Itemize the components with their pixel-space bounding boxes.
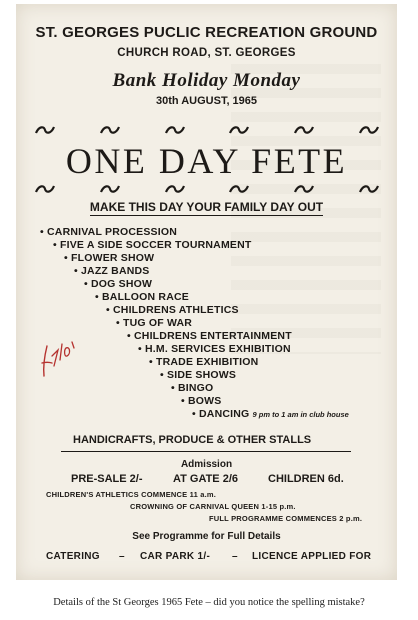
swirl-ornament-icon xyxy=(164,184,186,194)
event-item: • BINGO xyxy=(171,382,214,394)
fete-poster xyxy=(16,4,397,580)
tagline-text: MAKE THIS DAY YOUR FAMILY DAY OUT xyxy=(89,200,324,214)
event-label: BOWS xyxy=(188,395,222,407)
event-item: • JAZZ BANDS xyxy=(74,265,150,277)
event-item: • CARNIVAL PROCESSION xyxy=(40,226,178,238)
event-item: • FIVE A SIDE SOCCER TOURNAMENT xyxy=(53,239,252,251)
swirl-ornament-icon xyxy=(34,125,56,135)
event-label: TUG OF WAR xyxy=(123,317,193,329)
event-label: BINGO xyxy=(178,382,214,394)
dancing-note: 9 pm to 1 am in club house xyxy=(252,410,349,419)
swirl-ornament-icon xyxy=(99,184,121,194)
handwritten-price-note-icon xyxy=(38,336,86,384)
divider-line xyxy=(61,451,351,452)
event-item: • BOWS xyxy=(181,395,222,407)
event-label: CHILDRENS ENTERTAINMENT xyxy=(134,330,292,342)
event-item: • FLOWER SHOW xyxy=(64,252,155,264)
schedule-line: CHILDREN'S ATHLETICS COMMENCE 11 a.m. xyxy=(46,490,217,499)
event-label: H.M. SERVICES EXHIBITION xyxy=(145,343,291,355)
footer-separator: – xyxy=(119,551,125,562)
event-day: Bank Holiday Monday xyxy=(112,70,301,91)
swirl-ornament-icon xyxy=(293,125,315,135)
stalls-heading: HANDICRAFTS, PRODUCE & OTHER STALLS xyxy=(73,434,312,446)
event-label: JAZZ BANDS xyxy=(81,265,150,277)
event-item: • TRADE EXHIBITION xyxy=(149,356,259,368)
event-item: • TUG OF WAR xyxy=(116,317,193,329)
admission-presale: PRE-SALE 2/- xyxy=(71,473,143,485)
programme-note: See Programme for Full Details xyxy=(132,531,281,542)
event-label: CHILDRENS ATHLETICS xyxy=(113,304,239,316)
swirl-ornament-icon xyxy=(34,184,56,194)
swirl-ornament-icon xyxy=(358,184,380,194)
swirl-ornament-icon xyxy=(164,125,186,135)
admission-children: CHILDREN 6d. xyxy=(268,473,344,485)
footer-separator: – xyxy=(232,551,238,562)
event-date: 30th AUGUST, 1965 xyxy=(155,95,258,107)
venue-address: CHURCH ROAD, ST. GEORGES xyxy=(117,47,296,59)
event-label: FLOWER SHOW xyxy=(71,252,155,264)
event-label: BALLOON RACE xyxy=(102,291,189,303)
image-caption: Details of the St Georges 1965 Fete – did you notice the spelling mistake? xyxy=(53,597,365,608)
event-item: • DOG SHOW xyxy=(84,278,153,290)
swirl-ornament-icon xyxy=(99,125,121,135)
schedule-line: FULL PROGRAMME COMMENCES 2 p.m. xyxy=(209,514,363,523)
footer-catering: CATERING xyxy=(46,551,100,562)
swirl-ornament-icon xyxy=(228,184,250,194)
swirl-ornament-icon xyxy=(293,184,315,194)
tagline xyxy=(16,200,397,214)
event-item: • BALLOON RACE xyxy=(95,291,189,303)
swirl-ornament-icon xyxy=(358,125,380,135)
schedule-line: CROWNING OF CARNIVAL QUEEN 1-15 p.m. xyxy=(130,502,296,511)
admission-heading: Admission xyxy=(180,459,233,470)
event-item: • CHILDRENS ENTERTAINMENT xyxy=(127,330,292,342)
event-item: • CHILDRENS ATHLETICS xyxy=(106,304,239,316)
event-label: DANCING xyxy=(199,408,250,420)
event-item: • DANCING 9 pm to 1 am in club house xyxy=(192,408,349,420)
footer-car-park: CAR PARK 1/- xyxy=(140,551,211,562)
event-item: • SIDE SHOWS xyxy=(160,369,237,381)
admission-gate: AT GATE 2/6 xyxy=(173,473,238,485)
event-item: • H.M. SERVICES EXHIBITION xyxy=(138,343,291,355)
swirl-ornament-icon xyxy=(228,125,250,135)
event-label: FIVE A SIDE SOCCER TOURNAMENT xyxy=(60,239,252,251)
event-label: TRADE EXHIBITION xyxy=(156,356,259,368)
venue-title: ST. GEORGES PUCLIC RECREATION GROUND xyxy=(35,24,378,41)
headline: ONE DAY FETE xyxy=(65,141,348,181)
event-label: SIDE SHOWS xyxy=(167,369,237,381)
swirl-border-top xyxy=(34,125,380,135)
swirl-border-bottom xyxy=(34,184,380,194)
event-label: DOG SHOW xyxy=(91,278,153,290)
footer-licence: LICENCE APPLIED FOR xyxy=(252,551,372,562)
event-label: CARNIVAL PROCESSION xyxy=(47,226,178,238)
